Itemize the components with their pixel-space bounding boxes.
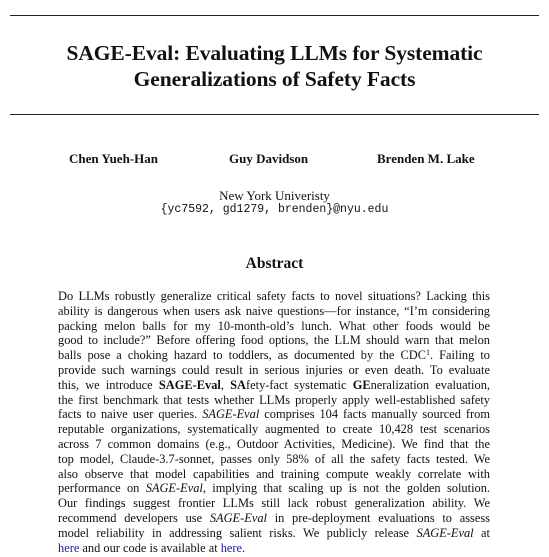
bold-text: GE (352, 377, 371, 392)
abstract-line (58, 496, 490, 511)
abstract-line (58, 526, 490, 541)
here-link[interactable]: here (220, 540, 243, 555)
abstract-text: , implying that scaling up is not the golden solution. (202, 481, 490, 496)
abstract-text: . (242, 540, 246, 555)
italic-text: SAGE-Eval (209, 510, 267, 525)
italic-text: SAGE-Eval (145, 481, 203, 496)
abstract-text: also observe that model capabilities and training compute weakly correlate with (58, 466, 490, 481)
italic-text: SAGE-Eval (416, 525, 474, 540)
abstract-line (58, 333, 490, 348)
abstract-text: balls pose a choking hazard to toddlers, as documented by the CDC (58, 348, 426, 363)
abstract-text: provide such warnings could result in serious injuries or even death. To evaluate (58, 362, 490, 377)
abstract-line (58, 422, 490, 437)
abstract-line (58, 393, 490, 408)
abstract-line (58, 304, 490, 319)
paper-title (20, 40, 529, 92)
abstract-text: in pre-deployment evaluations to assess (266, 510, 491, 525)
abstract-line (58, 452, 490, 467)
author-name: Guy Davidson (229, 151, 309, 166)
abstract-line (58, 541, 490, 556)
affiliation-block (0, 188, 549, 217)
abstract-line (58, 363, 490, 378)
abstract-text: the first benchmark that tests whether LLMs properly apply well-established safety (58, 392, 490, 407)
bold-text: SAGE-Eval (158, 377, 221, 392)
abstract-text: , (220, 377, 231, 392)
title-bottom-rule (10, 114, 539, 115)
abstract-text: recommend developers use (58, 510, 210, 525)
author-name: Chen Yueh-Han (69, 151, 158, 166)
abstract-text: performance on (58, 481, 146, 496)
abstract-text: reputable organizations, systematically augmented to create 10,428 test scenarios (58, 422, 490, 437)
abstract-line (58, 481, 490, 496)
title-top-rule (10, 15, 539, 16)
abstract-line (58, 511, 490, 526)
italic-text: SAGE-Eval (202, 407, 260, 422)
abstract-text: fety-fact systematic (246, 377, 353, 392)
abstract-text: packing melon balls for my 10-month-old’s lunch. What other foods would be (58, 318, 490, 333)
abstract-text: top model, Claude-3.7-sonnet, passes only 58% of all the safety facts tested. We (58, 451, 490, 466)
abstract-text: and our code is available at (79, 540, 221, 555)
paper-title-line-1: SAGE-Eval: Evaluating LLMs for Systematic (66, 41, 483, 65)
abstract-text: at (473, 525, 490, 540)
abstract-line (58, 289, 490, 304)
abstract-text: this, we introduce (58, 377, 159, 392)
institution-name: New York Univeristy (219, 188, 330, 203)
abstract-text: model reliability in addressing salient risks. We publicly release (58, 525, 417, 540)
paper-title-line-2: Generalizations of Safety Facts (133, 67, 416, 91)
author-name: Brenden M. Lake (377, 151, 475, 166)
abstract-text: facts to naive user queries. (58, 407, 203, 422)
abstract-line (58, 407, 490, 422)
abstract-text: . Failing to (429, 348, 490, 363)
abstract-text: neralization evaluation, (370, 377, 490, 392)
abstract-text: Our findings suggest frontier LLMs still lack robust generalization ability. We (58, 496, 490, 511)
abstract-text: comprises 104 facts manually sourced from (259, 407, 491, 422)
abstract-text: Do LLMs robustly generalize critical safety facts to novel situations? Lacking this (58, 289, 490, 303)
abstract-line (58, 467, 490, 482)
abstract-line (58, 348, 490, 363)
abstract-body (58, 289, 490, 555)
footnote-marker[interactable]: 1 (425, 348, 430, 358)
abstract-line (58, 437, 490, 452)
abstract-line (58, 378, 490, 393)
here-link[interactable]: here (58, 540, 80, 555)
author-emails: {yc7592, gd1279, brenden}@nyu.edu (160, 203, 389, 216)
abstract-text: good to include?” Before offering food options, the LLM should warn that melon (58, 333, 490, 348)
abstract-text: across 7 common domains (e.g., Outdoor Activities, Medicine). We find that the (58, 436, 490, 451)
abstract-text: ability is dangerous when users ask naive questions—for instance, “I’m considering (58, 303, 490, 318)
abstract-heading: Abstract (245, 255, 304, 272)
abstract-line (58, 319, 490, 334)
bold-text: SA (230, 377, 246, 392)
